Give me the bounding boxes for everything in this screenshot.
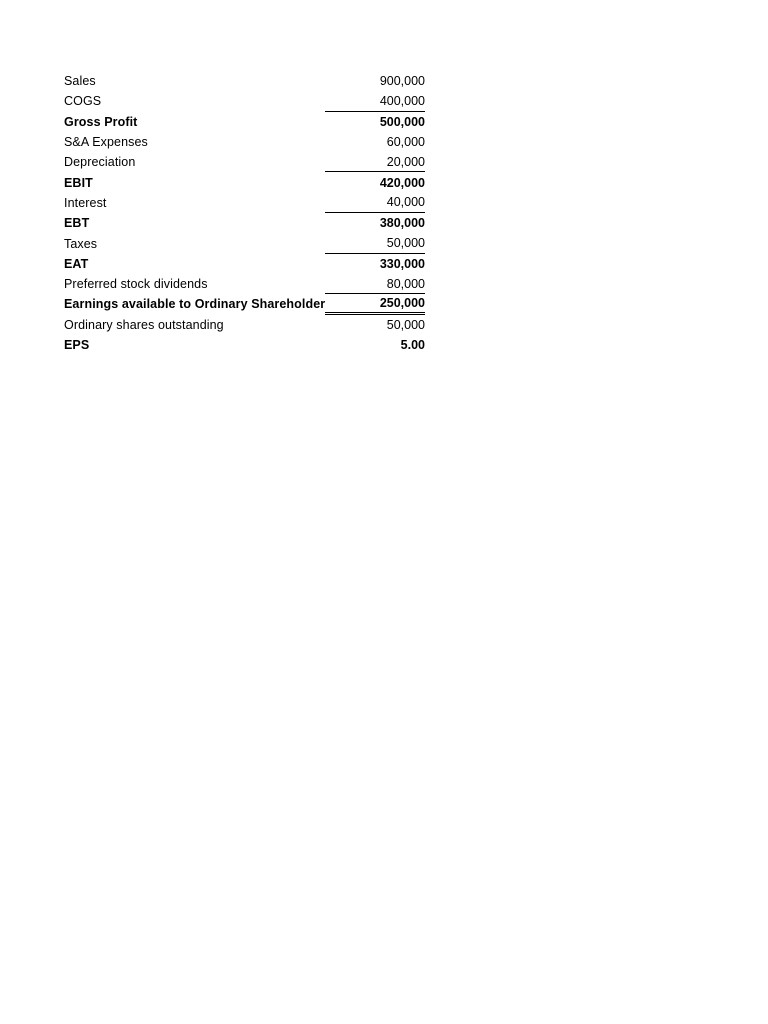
row-shares-outstanding	[64, 315, 425, 335]
row-depreciation	[64, 152, 425, 172]
row-eps	[64, 335, 425, 355]
row-gross-profit	[64, 112, 425, 132]
row-label: Gross Profit	[64, 114, 138, 129]
row-label: EBT	[64, 216, 90, 231]
row-value: 50,000	[325, 233, 425, 253]
income-statement	[64, 71, 425, 355]
row-value: 500,000	[379, 114, 425, 129]
row-label: Ordinary shares outstanding	[64, 317, 224, 332]
row-label: EPS	[64, 338, 90, 352]
row-ebit	[64, 172, 425, 192]
row-label: Taxes	[64, 236, 98, 251]
row-label: Depreciation	[64, 155, 136, 170]
row-sa-expenses	[64, 132, 425, 152]
row-value: 50,000	[386, 317, 425, 332]
row-label: S&A Expenses	[64, 135, 148, 150]
row-eat	[64, 254, 425, 274]
row-label: Earnings available to Ordinary Shareholder	[64, 297, 326, 312]
row-cogs	[64, 91, 425, 111]
row-value: 80,000	[325, 274, 425, 294]
row-label: Preferred stock dividends	[64, 277, 208, 292]
row-value: 330,000	[379, 256, 425, 271]
row-value: 400,000	[325, 91, 425, 111]
row-earnings-available	[64, 294, 425, 314]
row-value: 5.00	[400, 338, 425, 352]
row-value: 250,000	[325, 294, 425, 314]
row-value: 40,000	[325, 193, 425, 213]
row-value: 420,000	[379, 175, 425, 190]
row-ebt	[64, 213, 425, 233]
row-value: 900,000	[379, 74, 425, 89]
row-sales	[64, 71, 425, 91]
row-label: COGS	[64, 94, 102, 109]
row-label: EAT	[64, 256, 89, 271]
row-taxes	[64, 233, 425, 253]
row-value: 60,000	[386, 135, 425, 150]
row-label: EBIT	[64, 175, 93, 190]
row-label: Sales	[64, 74, 96, 89]
row-interest	[64, 193, 425, 213]
row-label: Interest	[64, 195, 107, 210]
row-value: 380,000	[379, 216, 425, 231]
row-preferred-dividends	[64, 274, 425, 294]
row-value: 20,000	[325, 152, 425, 172]
